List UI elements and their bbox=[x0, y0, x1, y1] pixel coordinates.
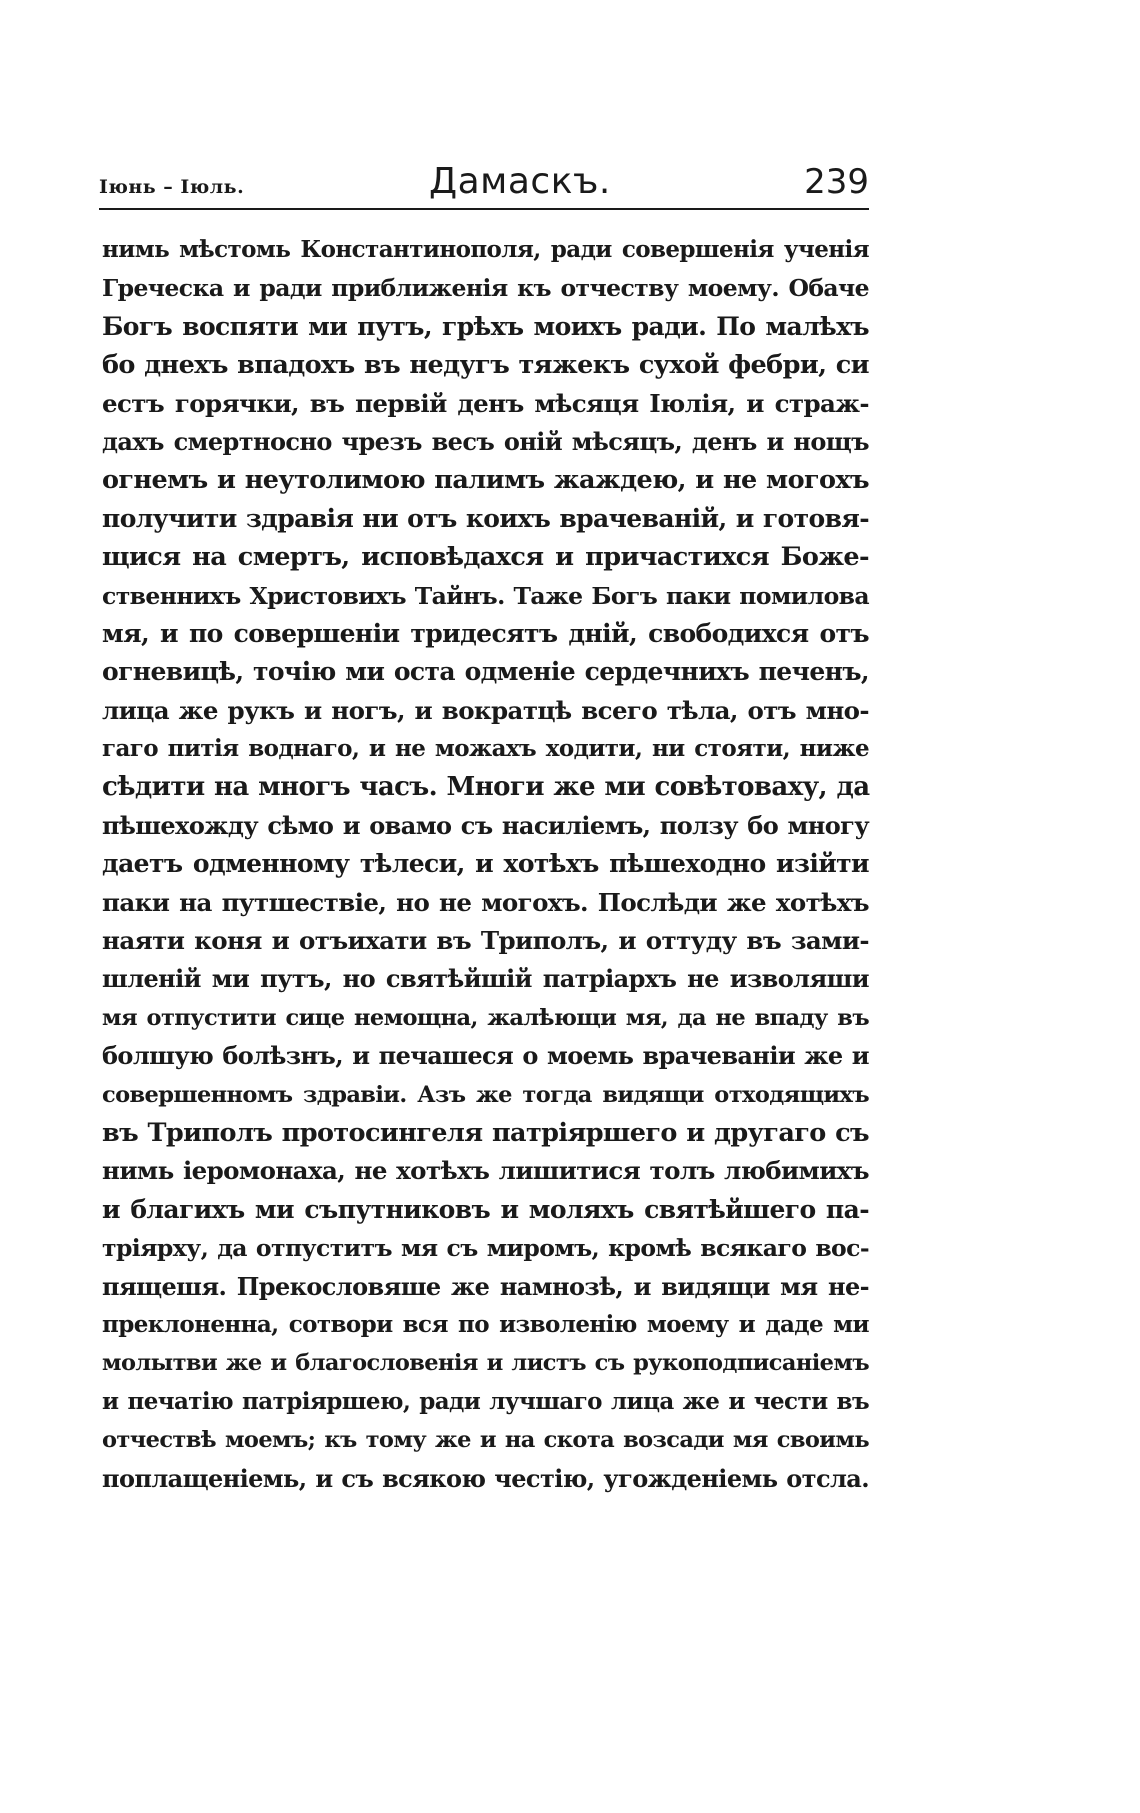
text-line: и печатію патріяршею, ради лучшаго лица же и чести въ bbox=[102, 1387, 869, 1415]
text-line: Богъ воспяти ми путъ, грѣхъ моихъ ради. По малѣхъ bbox=[102, 311, 869, 341]
text-line: и благихъ ми съпутниковъ и моляхъ святѣйшего па- bbox=[102, 1194, 869, 1224]
text-line: естъ горячки, въ первій денъ мѣсяця Іюлія, и страж- bbox=[102, 388, 869, 418]
text-line: даетъ одменному тѣлеси, и хотѣхъ пѣшеходно изійти bbox=[102, 849, 869, 879]
text-line: получити здравія ни отъ коихъ врачеваній, и готовя- bbox=[102, 503, 869, 533]
text-line: наяти коня и отъихати въ Триполъ, и оттуду въ зами- bbox=[102, 926, 869, 956]
text-line: лица же рукъ и ногъ, и вократцѣ всего тѣла, отъ мно- bbox=[102, 695, 869, 725]
text-line: сѣдити на многъ часъ. Многи же ми совѣтоваху, да bbox=[102, 772, 870, 803]
body-text bbox=[102, 231, 869, 1498]
header-date-range: Іюнь – Іюль. bbox=[99, 176, 245, 198]
text-line: преклоненна, сотвори вся по изволенію моему и даде ми bbox=[102, 1310, 869, 1338]
text-line: дахъ смертносно чрезъ весъ оній мѣсяцъ, денъ и нощъ bbox=[102, 426, 869, 456]
text-line: въ Триполъ протосингеля патріяршего и другаго съ bbox=[102, 1117, 869, 1148]
text-line: щися на смертъ, исповѣдахся и причастихся Боже- bbox=[102, 542, 869, 573]
text-line: ственнихъ Христовихъ Тайнъ. Таже Богъ паки помилова bbox=[102, 581, 869, 610]
text-line: огневицѣ, точію ми оста одменіе сердечнихъ печенъ, bbox=[102, 657, 869, 687]
text-line: гаго питія воднаго, и не можахъ ходити, ни стояти, ниже bbox=[102, 735, 869, 763]
text-line: болшую болѣзнъ, и печашеся о моемь врачеваніи же и bbox=[102, 1041, 869, 1071]
header-rule bbox=[99, 208, 869, 210]
running-header bbox=[99, 150, 869, 206]
text-line: отчествѣ моемъ; къ тому же и на скота возсади мя своимь bbox=[102, 1427, 869, 1454]
text-line: нимь іеромонаха, не хотѣхъ лишитися толъ любимихъ bbox=[102, 1156, 869, 1186]
text-line: паки на путшествіе, но не могохъ. Послѣди же хотѣхъ bbox=[102, 887, 869, 917]
text-line: нимь мѣстомь Константинополя, ради совершенія ученія bbox=[102, 236, 869, 263]
text-line: огнемъ и неутолимою палимъ жаждею, и не могохъ bbox=[102, 465, 869, 496]
text-line: мя, и по совершеніи тридесятъ дній, свободихся отъ bbox=[102, 618, 869, 648]
header-title: Дамаскъ. bbox=[429, 161, 611, 202]
text-line: пящешя. Прекословяше же намнозѣ, и видящи мя не- bbox=[102, 1271, 869, 1301]
text-line: поплащеніемь, и съ всякою честію, угожденіемь отсла. bbox=[102, 1463, 869, 1493]
text-line: мя отпустити сице немощна, жалѣющи мя, да не впаду въ bbox=[102, 1004, 869, 1031]
text-line: совершенномъ здравіи. Азъ же тогда видящи отходящихъ bbox=[102, 1081, 869, 1108]
text-line: молытви же и благословенія и листъ съ рукоподписаніемъ bbox=[102, 1350, 869, 1377]
text-line: пѣшехожду сѣмо и овамо съ насиліемъ, ползу бо многу bbox=[102, 810, 869, 840]
text-line: Греческа и ради приближенія къ отчеству моему. Обаче bbox=[102, 274, 869, 303]
page-number: 239 bbox=[804, 162, 869, 202]
text-line: тріярху, да отпуститъ мя съ миромъ, кромѣ всякаго вос- bbox=[102, 1234, 869, 1263]
text-line: бо днехъ впадохъ въ недугъ тяжекъ сухой фебри, си bbox=[102, 350, 869, 381]
text-line: шленій ми путъ, но святѣйшій патріархъ не изволяши bbox=[102, 964, 869, 994]
